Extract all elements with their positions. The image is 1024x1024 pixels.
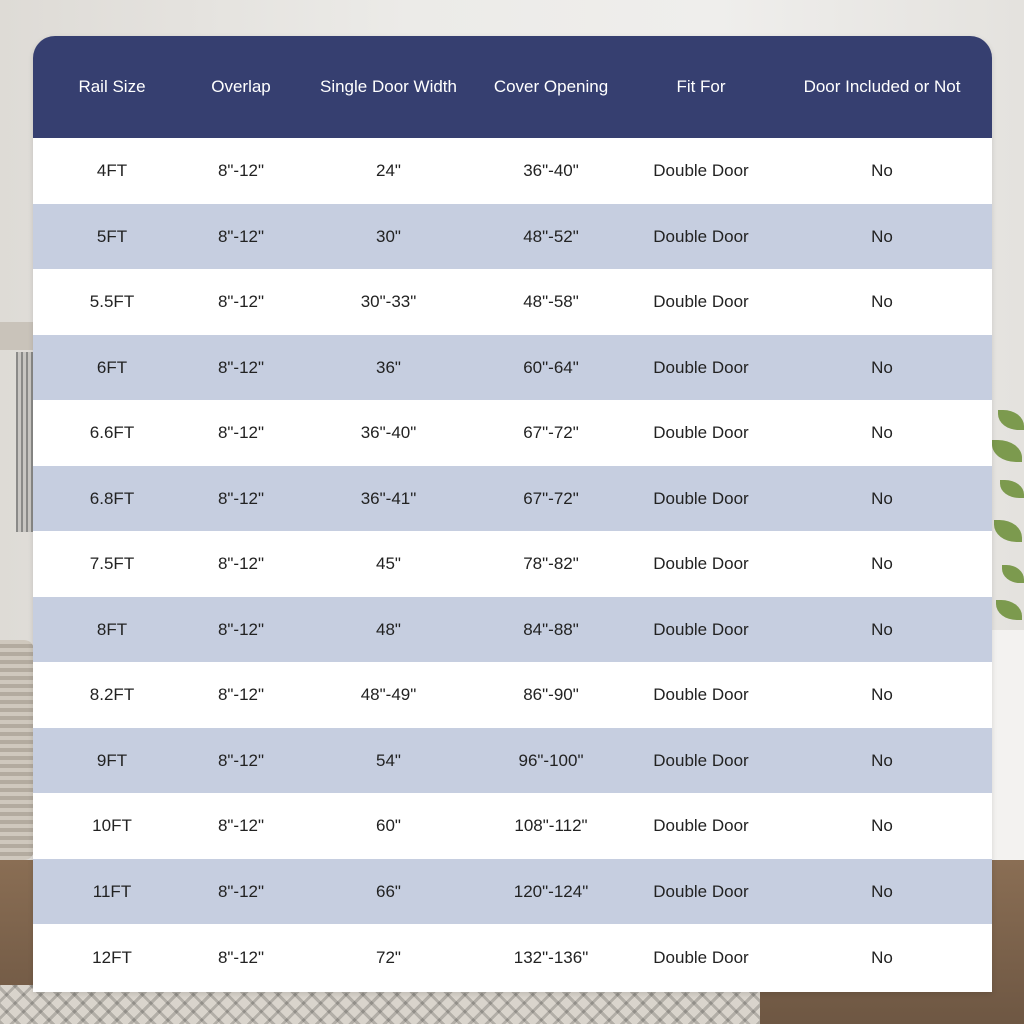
potted-plant (990, 400, 1024, 640)
header-single-door-width: Single Door Width (319, 77, 457, 96)
hanging-throw (16, 352, 34, 532)
cell-fit-for: Double Door (653, 292, 749, 311)
cell-door-included: No (871, 292, 893, 311)
header-fit-for: Fit For (676, 77, 726, 96)
table-row (33, 400, 992, 466)
cell-single-door-width: 30" (376, 226, 401, 246)
table-row (33, 793, 992, 859)
table-row (33, 924, 992, 992)
cell-cover-opening: 78"-82" (523, 554, 579, 573)
cell-single-door-width: 24" (376, 161, 401, 180)
cell-door-included: No (871, 881, 893, 901)
cell-fit-for: Double Door (653, 816, 749, 835)
cell-rail-size: 6.8FT (89, 488, 135, 508)
woven-chair (0, 640, 34, 860)
cell-door-included: No (871, 357, 893, 377)
cell-overlap: 8"-12" (217, 226, 265, 246)
table-row (33, 204, 992, 269)
cell-rail-size: 6FT (96, 357, 128, 377)
white-cabinet (992, 630, 1024, 860)
cell-single-door-width: 66" (376, 881, 401, 901)
cell-door-included: No (871, 423, 893, 442)
cell-single-door-width: 36"-40" (360, 423, 417, 442)
cell-fit-for: Double Door (653, 226, 749, 246)
cell-overlap: 8"-12" (217, 292, 265, 311)
cell-fit-for: Double Door (653, 619, 749, 639)
cell-single-door-width: 72" (376, 948, 401, 967)
cell-fit-for: Double Door (653, 750, 749, 770)
header-rail-size: Rail Size (78, 77, 146, 96)
cell-cover-opening: 48"-52" (523, 226, 579, 246)
cell-overlap: 8"-12" (217, 357, 265, 377)
cell-door-included: No (871, 750, 893, 770)
cell-door-included: No (871, 816, 893, 835)
cell-rail-size: 9FT (96, 750, 128, 770)
cell-fit-for: Double Door (653, 685, 749, 704)
wall-shelf (0, 322, 34, 350)
cell-cover-opening: 120"-124" (513, 881, 589, 901)
cell-fit-for: Double Door (653, 161, 749, 180)
cell-single-door-width: 54" (376, 750, 401, 770)
cell-door-included: No (871, 619, 893, 639)
table-row (33, 597, 992, 662)
cell-cover-opening: 96"-100" (518, 750, 584, 770)
cell-cover-opening: 36"-40" (523, 161, 579, 180)
cell-overlap: 8"-12" (217, 619, 265, 639)
size-chart-table (33, 36, 992, 992)
cell-cover-opening: 86"-90" (523, 685, 579, 704)
cell-overlap: 8"-12" (217, 948, 265, 967)
cell-door-included: No (871, 488, 893, 508)
table-row (33, 531, 992, 597)
cell-door-included: No (871, 161, 893, 180)
cell-fit-for: Double Door (653, 554, 749, 573)
cell-overlap: 8"-12" (217, 423, 265, 442)
cell-door-included: No (871, 948, 893, 967)
cell-single-door-width: 30"-33" (360, 292, 417, 311)
cell-rail-size: 8.2FT (89, 685, 135, 704)
cell-rail-size: 7.5FT (89, 554, 135, 573)
table-row (33, 335, 992, 400)
cell-cover-opening: 108"-112" (514, 816, 588, 835)
cell-fit-for: Double Door (653, 948, 749, 967)
cell-single-door-width: 36"-41" (360, 488, 417, 508)
cell-overlap: 8"-12" (217, 685, 265, 704)
table-row (33, 466, 992, 531)
table-header (33, 36, 992, 138)
cell-single-door-width: 48" (376, 619, 401, 639)
cell-fit-for: Double Door (653, 357, 749, 377)
table-row (33, 138, 992, 204)
cell-single-door-width: 36" (376, 357, 401, 377)
table-row (33, 662, 992, 728)
cell-cover-opening: 67"-72" (523, 423, 579, 442)
cell-cover-opening: 60"-64" (523, 357, 579, 377)
cell-rail-size: 6.6FT (89, 423, 135, 442)
cell-single-door-width: 60" (376, 816, 401, 835)
cell-door-included: No (871, 685, 893, 704)
cell-overlap: 8"-12" (217, 881, 265, 901)
table-row (33, 728, 992, 793)
cell-rail-size: 11FT (92, 881, 132, 901)
cell-rail-size: 5FT (96, 226, 128, 246)
cell-fit-for: Double Door (653, 423, 749, 442)
cell-overlap: 8"-12" (217, 161, 265, 180)
cell-rail-size: 4FT (96, 161, 128, 180)
cell-overlap: 8"-12" (217, 750, 265, 770)
table-row (33, 269, 992, 335)
table-row (33, 859, 992, 924)
cell-door-included: No (871, 554, 893, 573)
cell-single-door-width: 48"-49" (360, 685, 417, 704)
cell-rail-size: 8FT (96, 619, 128, 639)
cell-overlap: 8"-12" (217, 554, 265, 573)
cell-rail-size: 10FT (92, 816, 132, 835)
header-door-included: Door Included or Not (803, 77, 961, 96)
cell-overlap: 8"-12" (217, 488, 265, 508)
cell-rail-size: 5.5FT (89, 292, 135, 311)
cell-cover-opening: 67"-72" (523, 488, 579, 508)
cell-door-included: No (871, 226, 893, 246)
cell-single-door-width: 45" (376, 554, 401, 573)
cell-fit-for: Double Door (653, 881, 749, 901)
cell-fit-for: Double Door (653, 488, 749, 508)
cell-rail-size: 12FT (92, 948, 132, 967)
header-cover-opening: Cover Opening (493, 77, 609, 96)
cell-cover-opening: 84"-88" (523, 619, 579, 639)
cell-overlap: 8"-12" (217, 816, 265, 835)
header-overlap: Overlap (211, 77, 271, 96)
cell-cover-opening: 48"-58" (523, 292, 579, 311)
cell-cover-opening: 132"-136" (513, 948, 589, 967)
